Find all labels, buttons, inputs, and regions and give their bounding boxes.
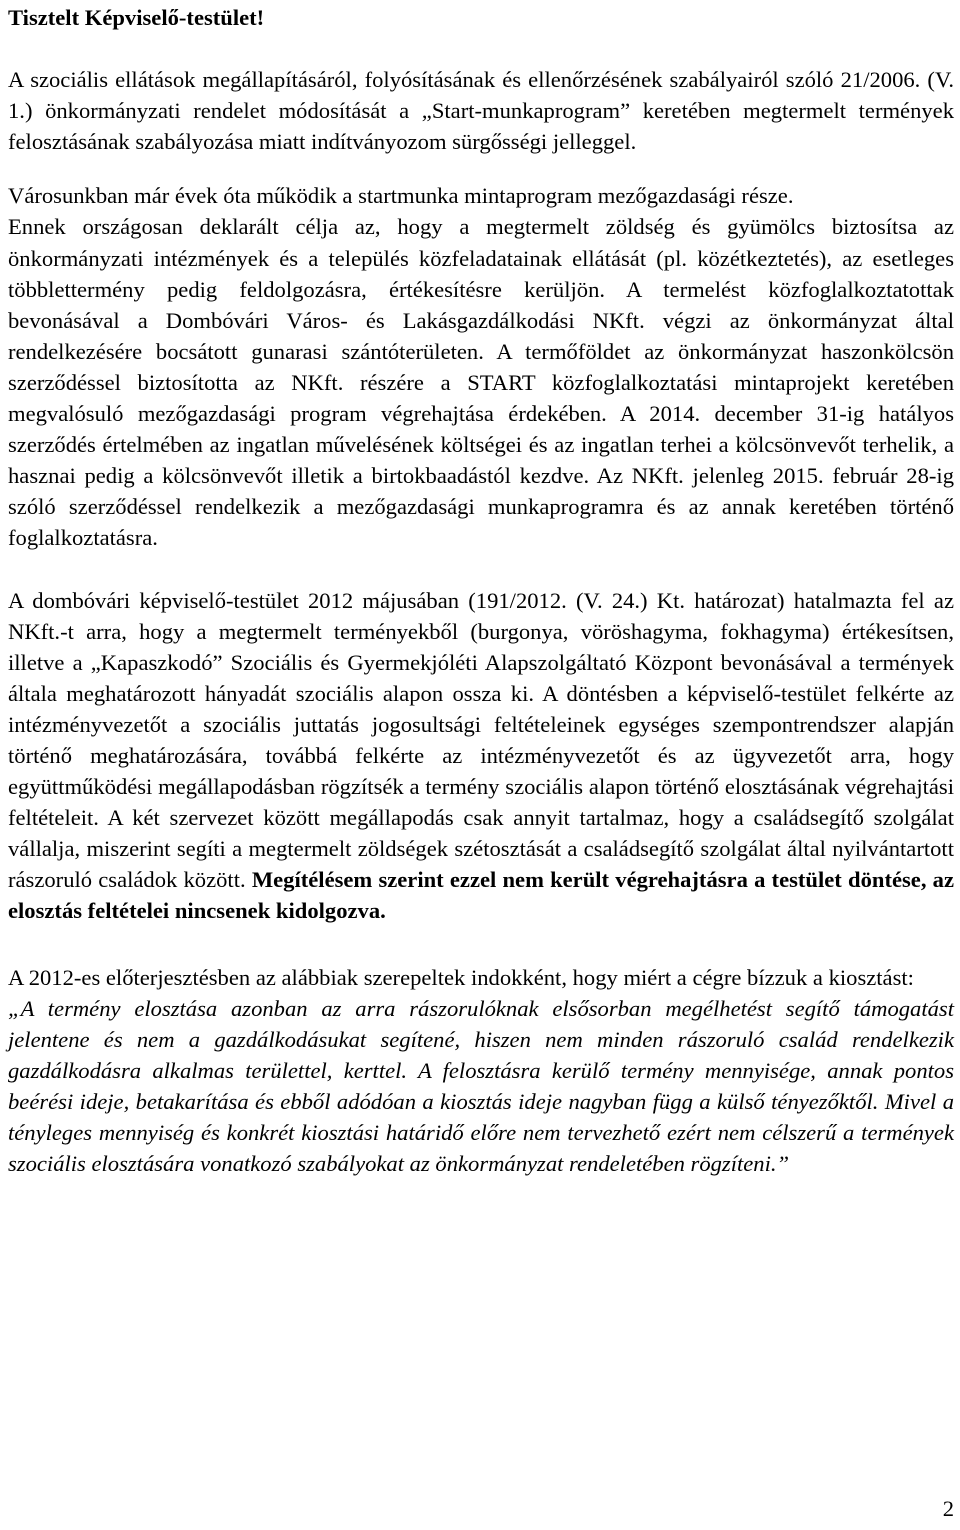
background-paragraph: Ennek országosan deklarált célja az, hogy a megtermelt zöldség és gyümölcs biztosítsa az önkormányzati intézmények és a település közfeladatainak ellátását (pl. közétkeztetés), az esetleges többlettermény pedig feldolgozásra, értékesítésre kerüljön. A termelést közfoglalkoztatottak bevonásával a Dombóvári Város- és Lakásgazdálkodási NKft. végzi az önkormányzat által rendelkezésére bocsátott gunarasi szántóterületen. A termőföldet az önkormányzat haszonkölcsön szerződéssel biztosította az NKft. részére a START közfoglalkoztatási mintaprojekt keretében megvalósuló mezőgazdasági program végrehajtása érdekében. A 2014. december 31-ig hatályos szerződés értelmében az ingatlan művelésének költségei és az ingatlan terhei a kölcsönvevőt terhelik, a hasznai pedig a kölcsönvevőt illetik a birtokbaadástól kezdve. Az NKft. jelenleg 2015. február 28-ig szóló szerződéssel rendelkezik a mezőgazdasági munkaprogramra és az annak keretében történő foglalkoztatásra. <box>8 214 954 551</box>
background-section <box>8 180 954 553</box>
decision-text: A dombóvári képviselő-testület 2012 májusában (191/2012. (V. 24.) Kt. határozat) hatalmazta fel az NKft.-t arra, hogy a megtermelt terményekből (burgonya, vöröshagyma, fokhagyma) értékesítsen, illetve a „Kapaszkodó” Szociális és Gyermekjóléti Alapszolgáltató Központ bevonásával a termények általa meghatározott hányadát szociális alapon ossza ki. A döntésben a képviselő-testület felkérte az intézményvezetőt a szociális juttatás jogosultsági feltételeinek egységes szempontrendszer alapján történő meghatározására, továbbá felkérte az intézményvezetőt és az ügyvezetőt arra, hogy együttműködési megállapodásban rögzítsék a termény szociális alapon történő elosztásának végrehajtási feltételeit. A két szervezet között megállapodás csak annyit tartalmaz, hogy a családsegítő szolgálat vállalja, miszerint segíti a megtermelt zöldségek szétosztását a családsegítő szolgálat által nyilvántartott rászoruló családok között. <box>8 587 954 893</box>
decision-conclusion: Megítélésem szerint ezzel nem került végrehajtásra a testület döntése, az elosztás feltételei nincsenek kidolgozva. <box>8 867 954 924</box>
reasons-intro-paragraph: A 2012-es előterjesztésben az alábbiak szerepeltek indokként, hogy miért a cégre bízzuk a kiosztást: <box>8 964 914 990</box>
document-heading: Tisztelt Képviselő-testület! <box>8 5 265 30</box>
document-page <box>8 0 954 1179</box>
decision-paragraph <box>8 585 954 927</box>
page-number: 2 <box>942 1496 954 1521</box>
quoted-justification: „A termény elosztása azonban az arra rászorulóknak elsősorban megélhetést segítő támogatást jelentene és nem a gazdálkodásukat segítené, hiszen nem minden rászoruló család rendelkezik gazdálkodásra alkalmas területtel, kerttel. A felosztásra kerülő termény mennyisége, annak pontos beérési ideje, betakarítása és ebből adódóan a kiosztás ideje nagyban függ a külső tényezőktől. Mivel a tényleges mennyiség és konkrét kiosztási határidő előre nem tervezhető ezért nem célszerű a termények szociális elosztására vonatkozó szabályokat az önkormányzat rendeletében rögzíteni.” <box>8 995 954 1177</box>
intro-paragraph: A szociális ellátások megállapításáról, folyósításának és ellenőrzésének szabályairól szóló 21/2006. (V. 1.) önkormányzati rendelet módosítását a „Start-munkaprogram” keretében megtermelt termények felosztásának szabályozása miatt indítványozom sürgősségi jelleggel. <box>8 67 954 155</box>
background-opening-sentence: Városunkban már évek óta működik a startmunka mintaprogram mezőgazdasági része. <box>8 183 794 209</box>
